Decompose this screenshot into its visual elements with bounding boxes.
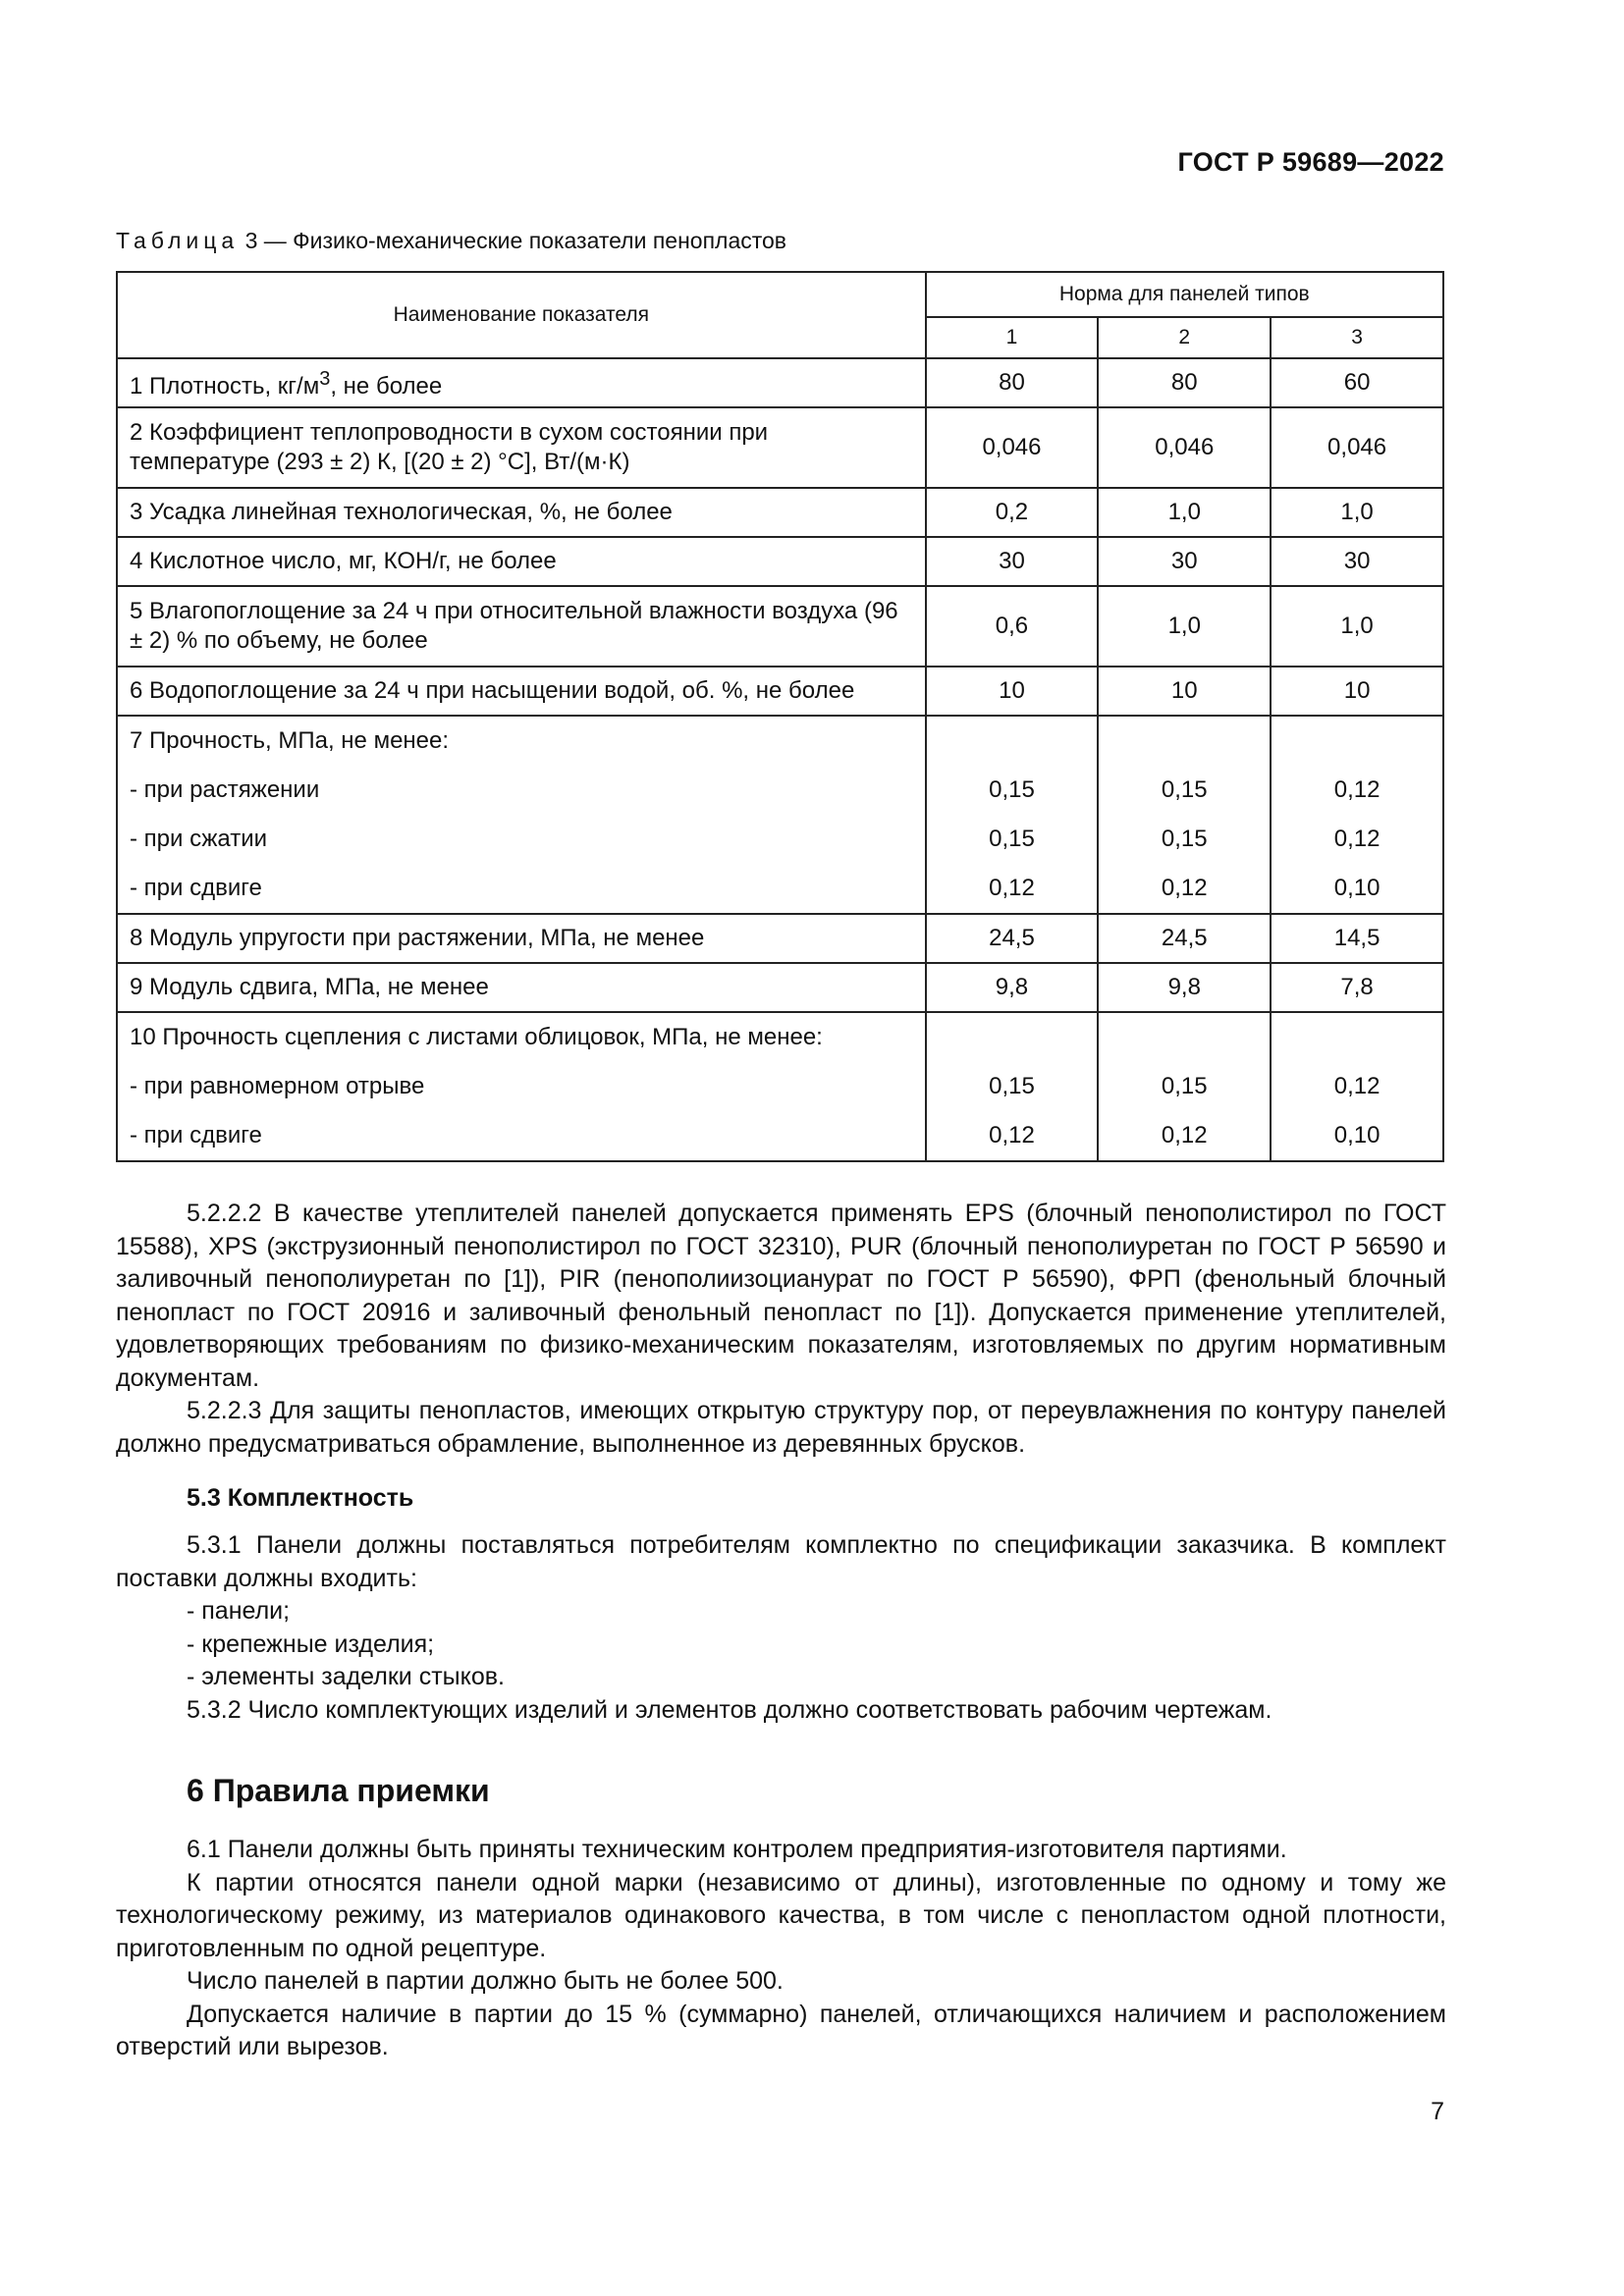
row-value: 1,0 <box>1271 586 1443 667</box>
list-item: - элементы заделки стыков. <box>187 1663 505 1690</box>
row-value: 0,15 0,12 <box>926 1012 1099 1161</box>
row-value: 10 <box>1098 667 1271 716</box>
page-number: 7 <box>1431 2098 1444 2125</box>
paragraphs-5-2-2 <box>116 1198 1446 1461</box>
row-value: 9,8 <box>926 963 1099 1012</box>
section-heading: 6 Правила приемки <box>187 1773 490 1808</box>
table-row <box>117 716 1443 914</box>
row-name: 9 Модуль сдвига, МПа, не менее <box>117 963 926 1012</box>
document-code: ГОСТ Р 59689—2022 <box>1177 147 1444 177</box>
row-value: 9,8 <box>1098 963 1271 1012</box>
row-value: 0,2 <box>926 488 1099 537</box>
row-value: 1,0 <box>1098 586 1271 667</box>
row-name: 7 Прочность, МПа, не менее: - при растяжении - при сжатии - при сдвиге <box>117 716 926 914</box>
row-value: 0,046 <box>1098 407 1271 488</box>
paragraph: Число панелей в партии должно быть не более 500. <box>187 1967 784 1995</box>
table-caption-title: 3 — Физико-механические показатели пенопластов <box>244 228 787 253</box>
row-name: 8 Модуль упругости при растяжении, МПа, не менее <box>117 914 926 963</box>
paragraph: 5.2.2.2 В качестве утеплителей панелей допускается применять EPS (блочный пенополистирол по ГОСТ 15588), XPS (экструзионный пенополистирол по ГОСТ 32310), PUR (блочный пенополиуретан по ГОСТ Р 56590 и заливочный пенополиуретан по [1]), PIR (пенополиизоцианурат по ГОСТ Р 56590), ФРП (фенольный блочный пенопласт по ГОСТ 20916 и заливочный фенольный пенопласт по [1]). Допускается применение утеплителей, удовлетворяющих требованиям по физико-механическим показателям, изготовляемых по другим нормативным документам. <box>116 1200 1446 1392</box>
row-value: 0,046 <box>926 407 1099 488</box>
row-value: 10 <box>926 667 1099 716</box>
list-item: - панели; <box>187 1597 291 1625</box>
table-caption-word: Таблица <box>116 228 240 253</box>
row-value: 30 <box>1098 537 1271 586</box>
row-value: 0,15 0,15 0,12 <box>1098 716 1271 914</box>
row-value: 30 <box>1271 537 1443 586</box>
row-value: 24,5 <box>926 914 1099 963</box>
header-type-1: 1 <box>926 317 1099 358</box>
paragraph: Допускается наличие в партии до 15 % (суммарно) панелей, отличающихся наличием и расположением отверстий или вырезов. <box>116 2000 1446 2060</box>
row-value: 0,12 0,12 0,10 <box>1271 716 1443 914</box>
table-row <box>117 586 1443 667</box>
row-value: 0,15 0,15 0,12 <box>926 716 1099 914</box>
row-name: 4 Кислотное число, мг, КОН/г, не более <box>117 537 926 586</box>
header-indicator-name: Наименование показателя <box>117 272 926 358</box>
table-caption <box>116 228 786 254</box>
row-value: 10 <box>1271 667 1443 716</box>
table-row <box>117 358 1443 407</box>
row-value: 0,12 0,10 <box>1271 1012 1443 1161</box>
table-row <box>117 488 1443 537</box>
row-value: 7,8 <box>1271 963 1443 1012</box>
paragraph: 5.3.2 Число комплектующих изделий и элементов должно соответствовать рабочим чертежам. <box>187 1695 1272 1724</box>
row-value: 14,5 <box>1271 914 1443 963</box>
table-row <box>117 914 1443 963</box>
row-name: 10 Прочность сцепления с листами облицовок, МПа, не менее: - при равномерном отрыве - при сдвиге <box>117 1012 926 1161</box>
table-row <box>117 407 1443 488</box>
row-name: 3 Усадка линейная технологическая, %, не более <box>117 488 926 537</box>
row-name: 6 Водопоглощение за 24 ч при насыщении водой, об. %, не более <box>117 667 926 716</box>
table-row <box>117 1012 1443 1161</box>
paragraphs-6 <box>116 1834 1446 2064</box>
row-value: 1,0 <box>1098 488 1271 537</box>
paragraphs-5-3 <box>116 1529 1446 1727</box>
row-value: 0,6 <box>926 586 1099 667</box>
row-name: 5 Влагопоглощение за 24 ч при относительной влажности воздуха (96 ± 2) % по объему, не более <box>117 586 926 667</box>
table-row <box>117 537 1443 586</box>
paragraph: 5.3.1 Панели должны поставляться потребителям комплектно по спецификации заказчика. В комплект поставки должны входить: <box>116 1531 1446 1592</box>
table-row <box>117 667 1443 716</box>
subsection-heading: 5.3 Комплектность <box>187 1484 414 1512</box>
row-value: 80 <box>926 358 1099 407</box>
header-norm: Норма для панелей типов <box>926 272 1443 317</box>
row-value: 24,5 <box>1098 914 1271 963</box>
properties-table <box>116 271 1444 1162</box>
table-row <box>117 963 1443 1012</box>
paragraph: 6.1 Панели должны быть приняты техническим контролем предприятия-изготовителя партиями. <box>187 1836 1287 1863</box>
paragraph: К партии относятся панели одной марки (независимо от длины), изготовленные по одному и тому же технологическому режиму, из материалов одинакового качества, в том числе с пенопластом одной плотности, приготовленным по одной рецептуре. <box>116 1868 1446 1962</box>
row-value: 30 <box>926 537 1099 586</box>
row-value: 0,15 0,12 <box>1098 1012 1271 1161</box>
row-value: 80 <box>1098 358 1271 407</box>
row-value: 60 <box>1271 358 1443 407</box>
row-name: 1 Плотность, $кг/м^3$, не более <box>117 358 926 407</box>
paragraph: 5.2.2.3 Для защиты пенопластов, имеющих открытую структуру пор, от переувлажнения по контуру панелей должно предусматриваться обрамление, выполненное из деревянных брусков. <box>116 1397 1446 1458</box>
header-type-2: 2 <box>1098 317 1271 358</box>
row-value: 1,0 <box>1271 488 1443 537</box>
header-type-3: 3 <box>1271 317 1443 358</box>
row-name: 2 Коэффициент теплопроводности в сухом состоянии при температуре (293 ± 2) К, [(20 ± 2) °С], Вт/(м·К) <box>117 407 926 488</box>
list-item: - крепежные изделия; <box>187 1629 435 1658</box>
row-value: 0,046 <box>1271 407 1443 488</box>
